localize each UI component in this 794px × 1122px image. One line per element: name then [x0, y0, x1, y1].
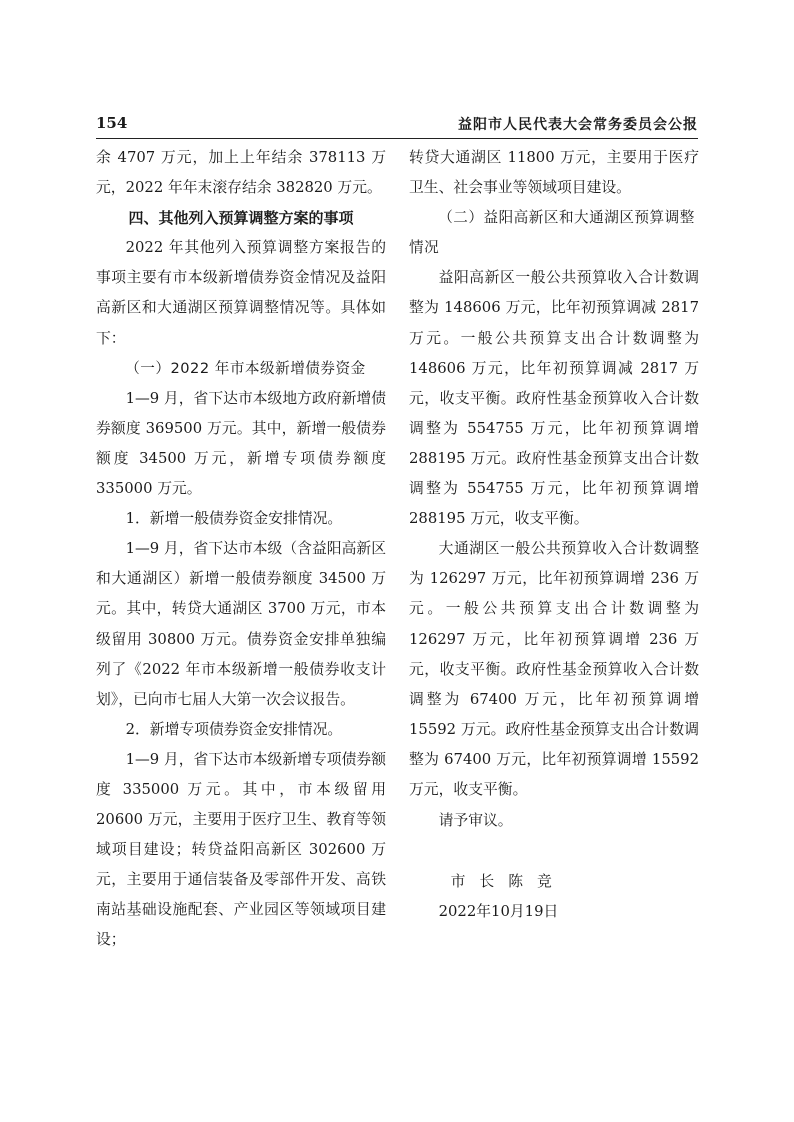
paragraph: 大通湖区一般公共预算收入合计数调整为 126297 万元，比年初预算调增 236 万元。一般公共预算支出合计数调整为 126297 万元，比年初预算调增 236 万元，收支平衡。政府性基金预算收入合计数调整为 67400 万元，比年初预算调增 15592 万元。政府性基金预算支出合计数调整为 67400 万元，比年初预算调增 15592 万元，收支平衡。 — [409, 540, 699, 798]
paragraph: 2022 年其他列入预算调整方案报告的事项主要有市本级新增债券资金情况及益阳高新区和大通湖区预算调整情况等。具体如下： — [96, 239, 386, 347]
page-header — [96, 114, 698, 138]
paragraph: 1—9 月，省下达市本级新增专项债券额度 335000 万元。其中，市本级留用 20600 万元，主要用于医疗卫生、教育等领域项目建设；转贷益阳高新区 302600 万元，主要用于通信装备及零部件开发、高铁南站基础设施配套、产业园区等领域项目建设； — [96, 750, 386, 949]
right-column — [409, 143, 699, 927]
signature-date: 2022年10月19日 — [438, 903, 559, 921]
item-heading: 1．新增一般债券资金安排情况。 — [125, 510, 343, 528]
paragraph-continued: 转贷大通湖区 11800 万元，主要用于医疗卫生、社会事业等领域项目建设。 — [409, 149, 699, 197]
signature-name: 市长陈竞 — [450, 873, 566, 891]
paragraph-continued: 余 4707 万元，加上上年结余 378113 万元，2022 年年末滚存结余 382820 万元。 — [96, 149, 386, 197]
subsection-heading: （二）益阳高新区和大通湖区预算调整情况 — [409, 209, 695, 257]
paragraph: 1—9 月，省下达市本级（含益阳高新区和大通湖区）新增一般债券额度 34500 万元。其中，转贷大通湖区 3700 万元，市本级留用 30800 万元。债券资金安排单独编列了《2022 年市本级新增一般债券收支计划》，已向市七届人大第一次会议报告。 — [96, 540, 386, 708]
item-heading: 2．新增专项债券资金安排情况。 — [125, 720, 343, 738]
header-rule — [96, 138, 698, 139]
page-number: 154 — [96, 114, 128, 132]
left-column — [96, 143, 386, 956]
request-line: 请予审议。 — [438, 812, 513, 830]
subsection-heading: （一）2022 年市本级新增债券资金 — [125, 359, 366, 377]
paragraph: 1—9 月，省下达市本级地方政府新增债券额度 369500 万元。其中，新增一般债券额度 34500 万元，新增专项债券额度 335000 万元。 — [96, 389, 386, 498]
section-heading: 四、其他列入预算调整方案的事项 — [128, 209, 354, 228]
journal-title: 益阳市人民代表大会常务委员会公报 — [458, 117, 698, 133]
paragraph: 益阳高新区一般公共预算收入合计数调整为 148606 万元，比年初预算调减 2817 万元。一般公共预算支出合计数调整为 148606 万元，比年初预算调减 2817 万元，收支平衡。政府性基金预算收入合计数调整为 554755 万元，比年初预算调增 288195 万元。政府性基金预算支出合计数调整为 554755 万元，比年初预算调增 288195 万元，收支平衡。 — [409, 269, 699, 528]
